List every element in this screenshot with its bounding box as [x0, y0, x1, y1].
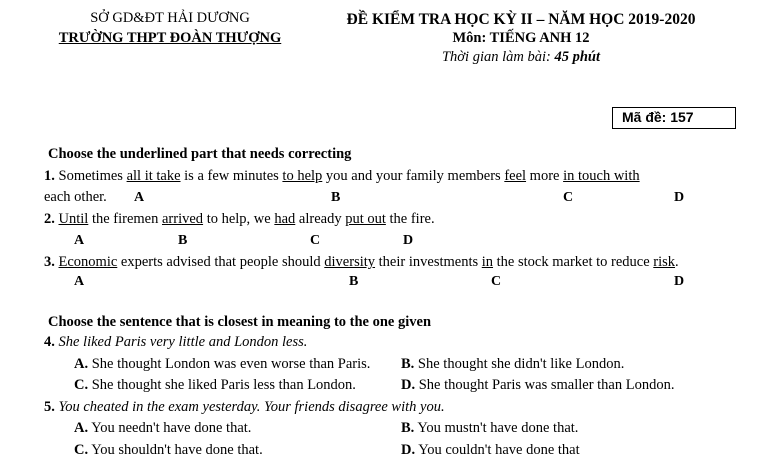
q4-option-c: C. She thought she liked Paris less than London. [74, 377, 356, 393]
time-allowed: Thời gian làm bài: 45 phút [441, 49, 600, 65]
section1-instruction: Choose the underlined part that needs correcting [48, 146, 352, 162]
school-name: TRƯỜNG THPT ĐOÀN THƯỢNG [58, 30, 282, 46]
q1-option-b: B [331, 190, 341, 205]
section2-instruction: Choose the sentence that is closest in meaning to the one given [48, 314, 432, 330]
question-3: 3. Economic experts advised that people should diversity their investments in the stock market to reduce risk. [44, 254, 679, 270]
q1-option-d: D [674, 190, 685, 205]
question-2: 2. Until the firemen arrived to help, we had already put out the fire. [44, 211, 435, 227]
q3-option-c: C [491, 274, 502, 289]
subject: Môn: TIẾNG ANH 12 [452, 30, 590, 46]
q4-option-b: B. She thought she didn't like London. [401, 356, 625, 372]
q5-option-c: C. You shouldn't have done that. [74, 442, 263, 458]
q5-option-a: A. You needn't have done that. [74, 420, 252, 436]
q3-option-a: A [74, 274, 85, 289]
q2-option-c: C [310, 233, 321, 248]
q2-option-b: B [178, 233, 188, 248]
q2-option-a: A [74, 233, 85, 248]
q5-option-d: D. You couldn't have done that [401, 442, 580, 458]
question-4: 4. She liked Paris very little and London less. [44, 334, 308, 350]
q3-option-b: B [349, 274, 359, 289]
question-1: 1. Sometimes all it take is a few minutes to help you and your family members feel more in touch with [44, 168, 640, 184]
q4-option-d: D. She thought Paris was smaller than London. [401, 377, 675, 393]
q5-option-b: B. You mustn't have done that. [401, 420, 579, 436]
question-5: 5. You cheated in the exam yesterday. Your friends disagree with you. [44, 399, 445, 415]
q1-option-c: C [563, 190, 574, 205]
q3-option-d: D [674, 274, 685, 289]
department-name: SỞ GD&ĐT HẢI DƯƠNG [90, 10, 250, 26]
exam-title: ĐỀ KIỂM TRA HỌC KỲ II – NĂM HỌC 2019-2020 [346, 11, 696, 28]
question-1-continued: each other. [44, 189, 107, 205]
q4-option-a: A. She thought London was even worse than Paris. [74, 356, 371, 372]
q1-option-a: A [134, 190, 145, 205]
exam-code-box: Mã đề: 157 [612, 107, 736, 129]
q2-option-d: D [403, 233, 414, 248]
